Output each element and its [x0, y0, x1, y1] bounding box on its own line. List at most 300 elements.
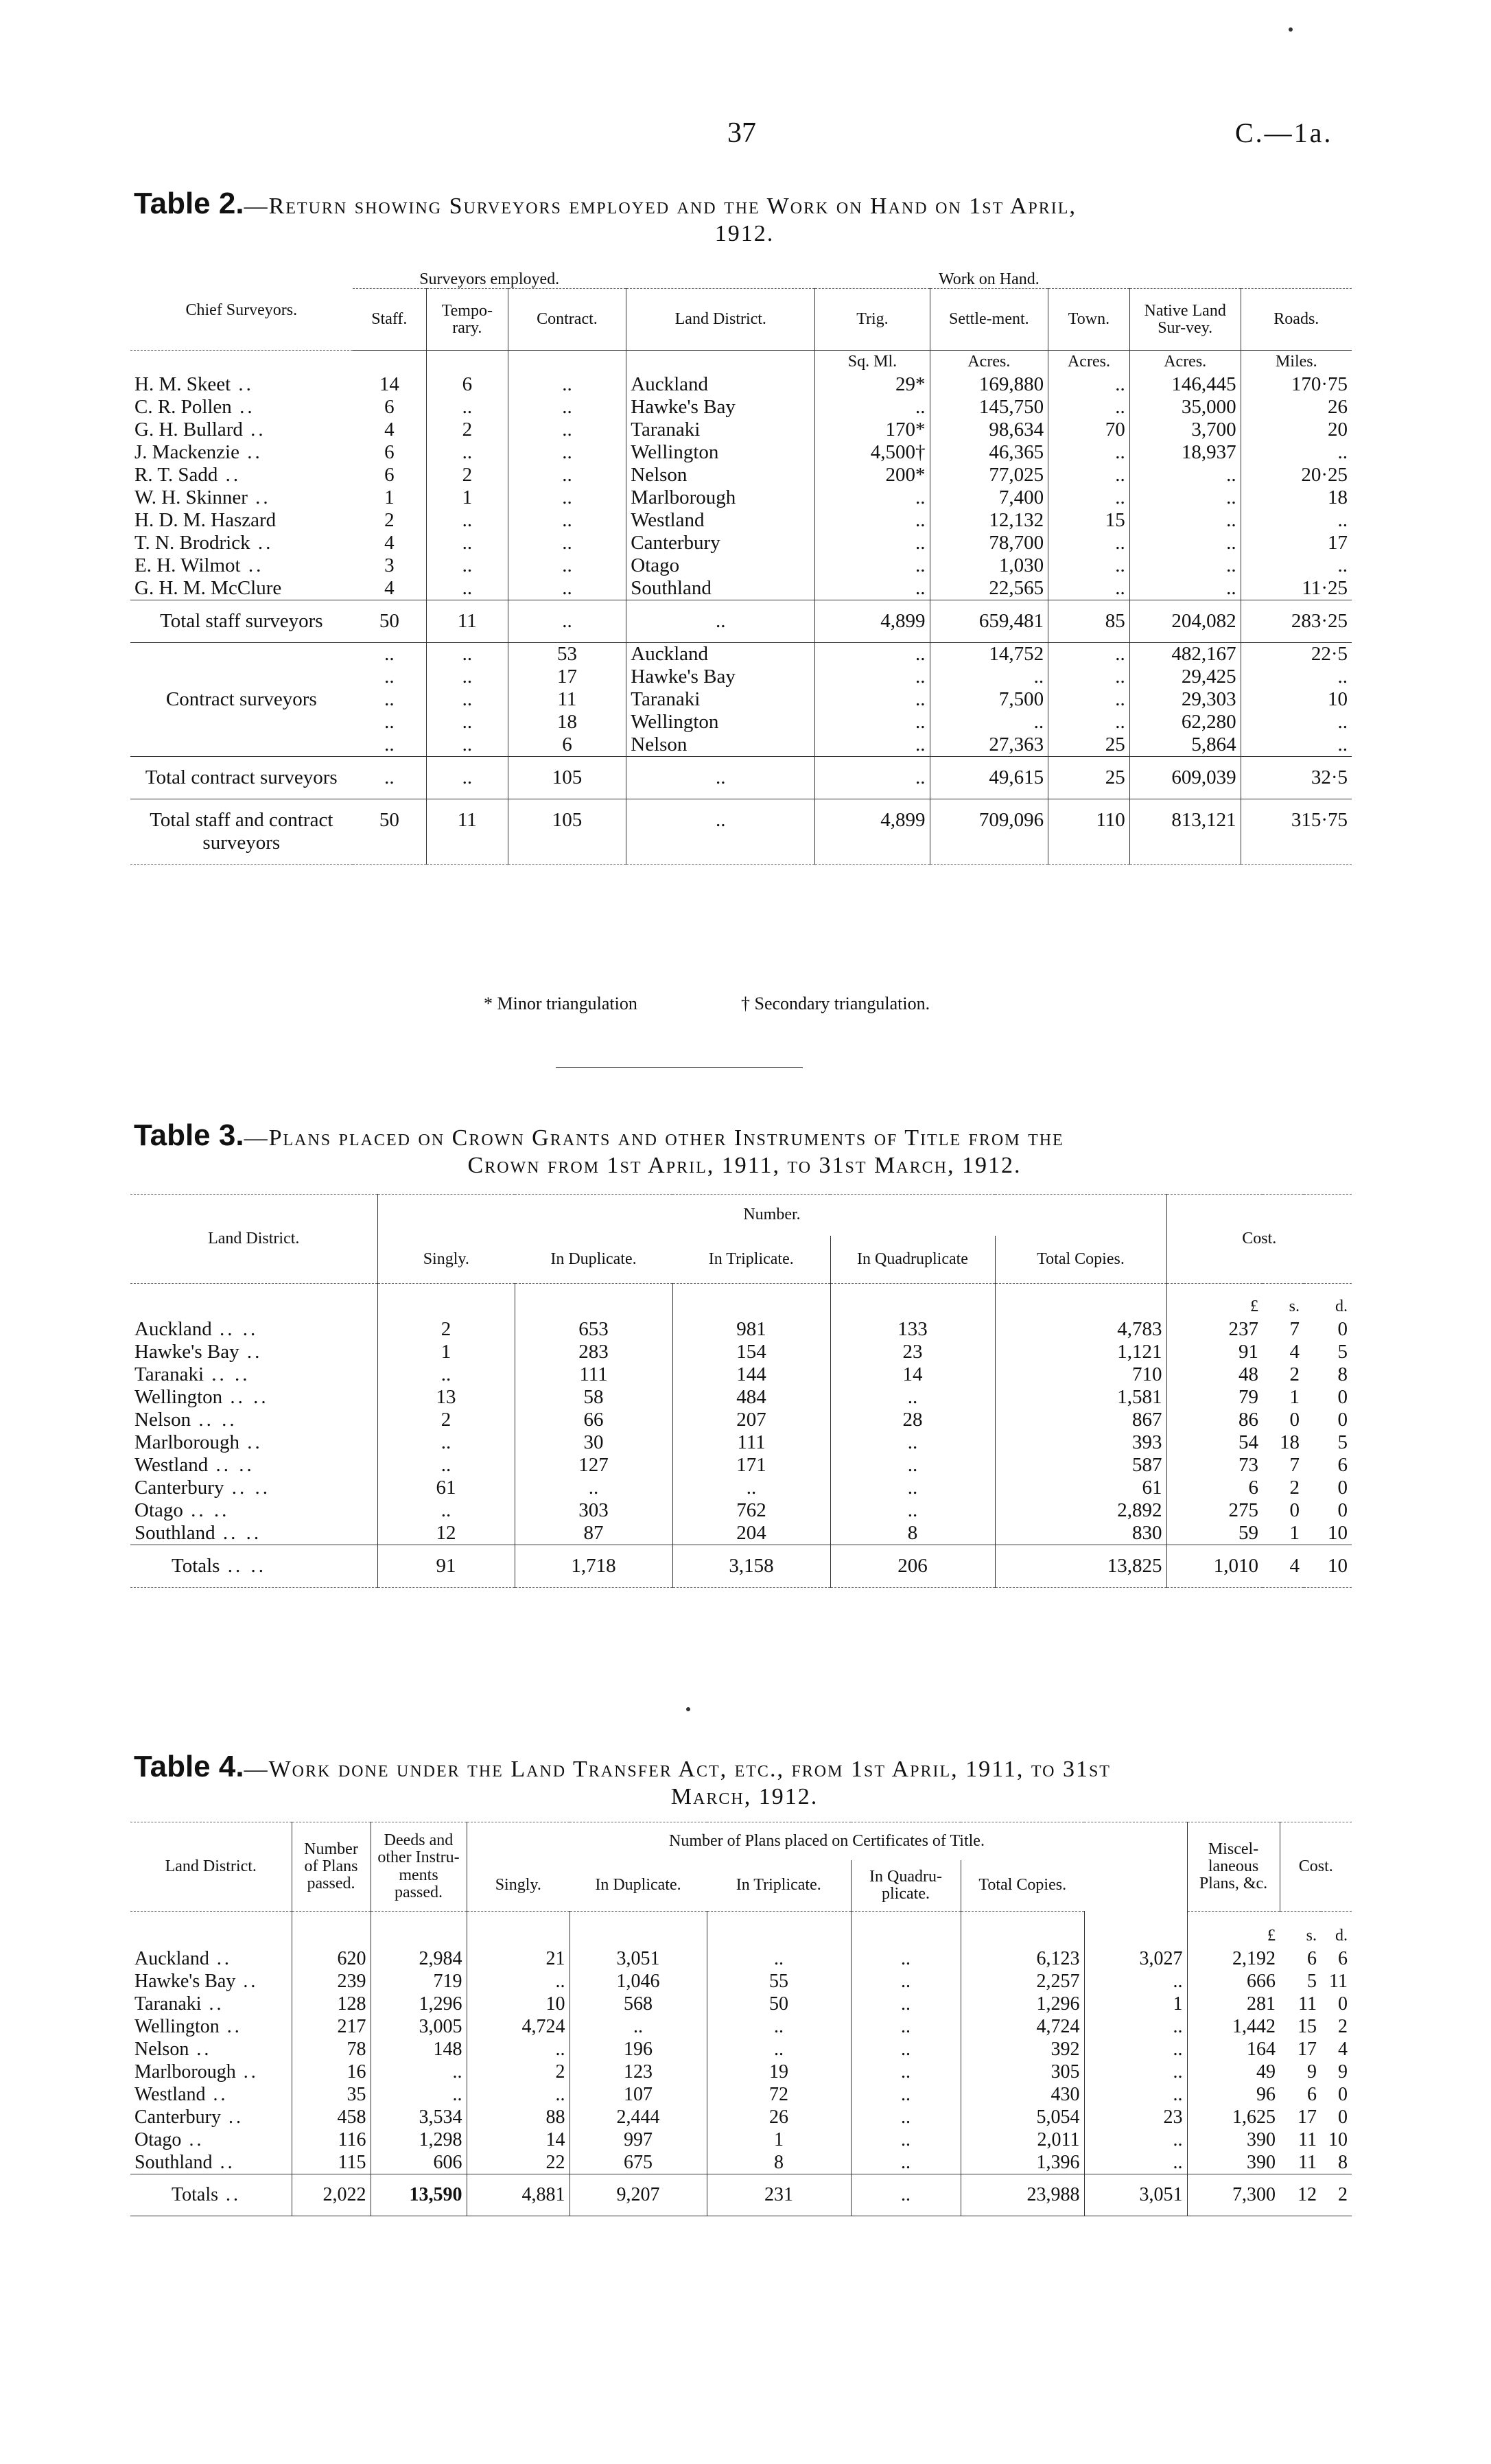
table-row [130, 2083, 1352, 2106]
singly-count: .. [377, 1431, 515, 1454]
t2-ta-town: 110 [1048, 799, 1130, 865]
land-district: Southland [626, 577, 815, 600]
table-row [130, 1454, 1352, 1477]
quadruplicate-count: .. [830, 1477, 995, 1499]
table-row [130, 441, 1352, 464]
surveyor-name: G. H. M. McClure [134, 577, 282, 600]
t2-header-temporary: Tempo-rary. [427, 289, 508, 351]
table-row [130, 373, 1352, 396]
t4-tot-shillings: 12 [1280, 2174, 1321, 2216]
table-row [130, 2015, 1352, 2038]
town-value: .. [1048, 554, 1130, 577]
t2-header-roads: Roads. [1241, 289, 1352, 351]
settlement-value: 22,565 [930, 577, 1048, 600]
t2-tc-staff: .. [353, 757, 427, 799]
land-district: Hawke's Bay [626, 666, 815, 688]
t2-header-work-group: Work on Hand. [626, 271, 1352, 289]
t3-tot-total: 13,825 [995, 1545, 1166, 1587]
t2-ta-district: .. [626, 799, 815, 865]
t2-tc-temp: .. [427, 757, 508, 799]
t2-ta-trig: 4,899 [815, 799, 930, 865]
cost-shillings: 11 [1298, 1993, 1317, 2015]
total-copies: 1,296 [961, 1993, 1084, 2015]
t2-unit-settle: Acres. [930, 351, 1048, 374]
t4-header-quad: In Quadru-plicate. [851, 1860, 961, 1912]
duplicate-count: 675 [570, 2151, 707, 2174]
quadruplicate-count: 8 [830, 1522, 995, 1545]
roads-value: .. [1337, 734, 1348, 756]
cost-shillings: 0 [1289, 1499, 1300, 1521]
cost-shillings: 2 [1289, 1363, 1300, 1385]
quadruplicate-count: .. [851, 2128, 961, 2151]
staff-count: 6 [353, 441, 427, 464]
triplicate-count: 1 [707, 2128, 851, 2151]
table-row [130, 643, 1352, 666]
cost-pence: 0 [1337, 1476, 1348, 1499]
t4-header-trip: In Triplicate. [707, 1860, 851, 1912]
roads-value: 26 [1328, 396, 1348, 419]
native-value: 482,167 [1129, 643, 1241, 666]
town-value: .. [1048, 486, 1130, 509]
native-value: 62,280 [1129, 711, 1241, 734]
triplicate-count: 207 [672, 1409, 830, 1431]
quadruplicate-count: .. [851, 1947, 961, 1970]
cost-pounds: 49 [1256, 2061, 1276, 2082]
contract-count: 17 [508, 666, 626, 688]
triplicate-count: 981 [672, 1318, 830, 1341]
surveyor-name: H. D. M. Haszard [134, 509, 277, 532]
cost-pence: 8 [1337, 1363, 1348, 1385]
roads-value: 18 [1328, 486, 1348, 509]
deeds-passed: 1,296 [371, 1993, 467, 2015]
roads-value: .. [1337, 711, 1348, 734]
t4-header-plans: Number of Plans passed. [292, 1822, 371, 1912]
land-district: Taranaki [626, 688, 815, 711]
contract-count: 11 [508, 688, 626, 711]
town-value: 25 [1048, 734, 1130, 757]
t3-tot-dup: 1,718 [515, 1545, 672, 1587]
t2-units-row [130, 351, 1352, 374]
total-copies: 830 [995, 1522, 1166, 1545]
triplicate-count: 111 [672, 1431, 830, 1454]
section-divider [556, 1067, 803, 1068]
table-row [130, 577, 1352, 600]
table-row [130, 1947, 1352, 1970]
table2-title [134, 187, 1355, 247]
deeds-passed: .. [371, 2083, 467, 2106]
roads-value: 11·25 [1302, 577, 1348, 600]
duplicate-count: .. [515, 1477, 672, 1499]
quadruplicate-count: .. [851, 1970, 961, 1993]
staff-count: .. [353, 734, 427, 757]
total-copies: 1,581 [995, 1386, 1166, 1409]
cost-pounds: 48 [1238, 1363, 1258, 1385]
surveyor-name: C. R. Pollen .. [134, 396, 255, 419]
land-district: Auckland [626, 643, 815, 666]
t4-tot-plans: 2,022 [292, 2174, 371, 2216]
plans-passed: 458 [292, 2106, 371, 2128]
cost-pounds: 390 [1247, 2151, 1276, 2173]
cost-pence: 0 [1338, 2106, 1348, 2128]
total-copies: 393 [995, 1431, 1166, 1454]
roads-value: .. [1337, 554, 1348, 577]
deeds-passed: 3,534 [371, 2106, 467, 2128]
cost-pounds: 79 [1238, 1385, 1258, 1408]
table-row [130, 1363, 1352, 1386]
cost-shillings: 11 [1298, 2128, 1317, 2150]
miscellaneous-plans: .. [1084, 2015, 1187, 2038]
triplicate-count: .. [707, 2015, 851, 2038]
table-row [130, 2061, 1352, 2083]
table-row [130, 1318, 1352, 1341]
roads-value: 20·25 [1301, 464, 1348, 486]
t3-header-cost: Cost. [1166, 1195, 1352, 1284]
table-row [130, 2151, 1352, 2174]
duplicate-count: 107 [570, 2083, 707, 2106]
t4-header-cost: Cost. [1280, 1822, 1352, 1912]
table-row [130, 1341, 1352, 1363]
t2-unit-trig: Sq. Ml. [815, 351, 930, 374]
table4-label: Table 4. [134, 1750, 244, 1783]
cost-shillings: 6 [1307, 2083, 1317, 2105]
total-copies: 61 [995, 1477, 1166, 1499]
plans-passed: 35 [292, 2083, 371, 2106]
t2-header-town: Town. [1048, 289, 1130, 351]
cost-shillings: 4 [1289, 1340, 1300, 1363]
land-district: Taranaki .. [134, 1993, 224, 2015]
t2-ts-native: 204,082 [1129, 600, 1241, 643]
t2-header-land-district: Land District. [626, 289, 815, 351]
land-district: Auckland [626, 373, 815, 396]
cost-pounds: 59 [1238, 1521, 1258, 1544]
native-value: 146,445 [1129, 373, 1241, 396]
temporary-count: .. [427, 396, 508, 419]
t2-total-all-row [130, 799, 1352, 865]
land-district: Southland .. .. [134, 1521, 262, 1544]
land-district: Wellington [626, 711, 815, 734]
t2-ts-staff: 50 [353, 600, 427, 643]
t2-ta-roads: 315·75 [1241, 799, 1352, 865]
t3-tot-pounds: 1,010 [1166, 1545, 1263, 1587]
t4-tot-singly: 4,881 [467, 2174, 570, 2216]
t3-units-row [130, 1284, 1352, 1318]
cost-pounds: 666 [1247, 1970, 1276, 1992]
quadruplicate-count: .. [851, 1993, 961, 2015]
roads-value: 20 [1328, 419, 1348, 441]
land-district: Wellington [626, 441, 815, 464]
staff-count: .. [353, 688, 427, 711]
triplicate-count: 762 [672, 1499, 830, 1522]
triplicate-count: 19 [707, 2061, 851, 2083]
total-copies: 2,257 [961, 1970, 1084, 1993]
triplicate-count: 50 [707, 1993, 851, 2015]
singly-count: 61 [377, 1477, 515, 1499]
t2-ta-native: 813,121 [1129, 799, 1241, 865]
temporary-count: .. [427, 734, 508, 757]
contract-count: .. [508, 373, 626, 396]
t3-unit-pence: d. [1335, 1297, 1348, 1315]
cost-pounds: 6 [1248, 1476, 1258, 1499]
surveyor-name: E. H. Wilmot .. [134, 554, 264, 577]
miscellaneous-plans: .. [1084, 1970, 1187, 1993]
roads-value: .. [1337, 666, 1348, 688]
t3-tot-pence: 10 [1304, 1545, 1352, 1587]
table2-label: Table 2. [134, 187, 244, 220]
cost-pence: 5 [1337, 1431, 1348, 1453]
t2-header-staff: Staff. [353, 289, 427, 351]
quadruplicate-count: .. [830, 1454, 995, 1477]
temporary-count: .. [427, 441, 508, 464]
settlement-value: 46,365 [930, 441, 1048, 464]
temporary-count: .. [427, 509, 508, 532]
total-copies: 4,724 [961, 2015, 1084, 2038]
t4-unit-shillings: s. [1306, 1926, 1317, 1945]
contract-count: .. [508, 464, 626, 486]
cost-shillings: 15 [1298, 2015, 1317, 2037]
trig-value: 200* [815, 464, 930, 486]
cost-shillings: 9 [1307, 2061, 1317, 2082]
temporary-count: .. [427, 532, 508, 554]
land-district: Nelson [626, 734, 815, 757]
settlement-value: 14,752 [930, 643, 1048, 666]
duplicate-count: 1,046 [570, 1970, 707, 1993]
triplicate-count: 204 [672, 1522, 830, 1545]
staff-count: 6 [353, 464, 427, 486]
cost-pounds: 390 [1247, 2128, 1276, 2150]
native-value: .. [1129, 464, 1241, 486]
miscellaneous-plans: .. [1084, 2083, 1187, 2106]
table-row [130, 486, 1352, 509]
table-row [130, 1409, 1352, 1431]
cost-pence: 0 [1338, 2083, 1348, 2105]
miscellaneous-plans: .. [1084, 2128, 1187, 2151]
trig-value: .. [815, 688, 930, 711]
town-value: .. [1048, 532, 1130, 554]
contract-count: 53 [508, 643, 626, 666]
total-copies: 2,892 [995, 1499, 1166, 1522]
t3-header-land: Land District. [130, 1195, 377, 1284]
miscellaneous-plans: 3,027 [1084, 1947, 1187, 1970]
t2-total-staff-label: Total staff surveyors [130, 600, 353, 643]
surveyor-name: H. M. Skeet .. [134, 373, 254, 396]
cost-shillings: 5 [1307, 1970, 1317, 1992]
duplicate-count: 568 [570, 1993, 707, 2015]
cost-pence: 6 [1338, 1947, 1348, 1969]
table2 [130, 271, 1352, 865]
settlement-value: 1,030 [930, 554, 1048, 577]
land-district: Hawke's Bay [626, 396, 815, 419]
t3-unit-pounds: £ [1250, 1297, 1258, 1315]
land-district: Nelson .. .. [134, 1408, 237, 1431]
t3-tot-singly: 91 [377, 1545, 515, 1587]
t2-header-settlement: Settle-ment. [930, 289, 1048, 351]
land-district: Hawke's Bay .. [134, 1340, 263, 1363]
roads-value: 22·5 [1241, 643, 1352, 666]
t2-unit-native: Acres. [1129, 351, 1241, 374]
plans-passed: 620 [292, 1947, 371, 1970]
total-copies: 710 [995, 1363, 1166, 1386]
t2-tc-trig: .. [815, 757, 930, 799]
cost-pounds: 54 [1238, 1431, 1258, 1453]
t3-header-trip: In Triplicate. [672, 1236, 830, 1284]
land-district: Canterbury .. .. [134, 1476, 270, 1499]
page-speck [686, 1707, 690, 1711]
t3-totals-row [130, 1545, 1352, 1587]
town-value: 70 [1048, 419, 1130, 441]
quadruplicate-count: .. [851, 2061, 961, 2083]
roads-value: 170·75 [1291, 373, 1348, 396]
singly-count: .. [467, 2038, 570, 2061]
t2-header-surveyors-group: Surveyors employed. [353, 271, 626, 289]
temporary-count: .. [427, 554, 508, 577]
miscellaneous-plans: 1 [1084, 1993, 1187, 2015]
cost-pounds: 86 [1238, 1408, 1258, 1431]
town-value: .. [1048, 441, 1130, 464]
singly-count: 1 [377, 1341, 515, 1363]
cost-pence: 10 [1328, 1521, 1348, 1544]
t2-footnote-minor: * Minor triangulation [484, 994, 637, 1013]
total-copies: 867 [995, 1409, 1166, 1431]
t4-tot-misc: 3,051 [1084, 2174, 1187, 2216]
t4-tot-dup: 9,207 [570, 2174, 707, 2216]
t4-tot-pence: 2 [1321, 2174, 1352, 2216]
cost-pounds: 96 [1256, 2083, 1276, 2105]
table4-title-line1: —Work done under the Land Transfer Act, etc., from 1st April, 1911, to 31st [244, 1757, 1111, 1782]
duplicate-count: 111 [515, 1363, 672, 1386]
t4-unit-pounds: £ [1267, 1926, 1276, 1945]
trig-value: .. [815, 554, 930, 577]
cost-pence: 11 [1329, 1970, 1348, 1992]
trig-value: 170* [815, 419, 930, 441]
trig-value: .. [815, 734, 930, 757]
native-value: .. [1129, 577, 1241, 600]
duplicate-count: 127 [515, 1454, 672, 1477]
town-value: 15 [1048, 509, 1130, 532]
t4-totals-row [130, 2174, 1352, 2216]
t4-totals-label: Totals .. [130, 2174, 292, 2216]
quadruplicate-count: 133 [830, 1318, 995, 1341]
cost-pounds: 1,625 [1232, 2106, 1276, 2128]
table-row [130, 1499, 1352, 1522]
t3-header-singly: Singly. [377, 1236, 515, 1284]
staff-count: .. [353, 711, 427, 734]
roads-value: 10 [1328, 688, 1348, 711]
table-row [130, 509, 1352, 532]
quadruplicate-count: 14 [830, 1363, 995, 1386]
cost-shillings: 11 [1298, 2151, 1317, 2173]
deeds-passed: 719 [371, 1970, 467, 1993]
plans-passed: 16 [292, 2061, 371, 2083]
table-row [130, 1477, 1352, 1499]
total-copies: 5,054 [961, 2106, 1084, 2128]
t2-tc-native: 609,039 [1129, 757, 1241, 799]
deeds-passed: .. [371, 2061, 467, 2083]
temporary-count: 6 [427, 373, 508, 396]
t2-total-all-label: Total staff and contract surveyors [130, 799, 353, 865]
trig-value: .. [815, 486, 930, 509]
t2-unit-town: Acres. [1048, 351, 1130, 374]
roads-value: .. [1337, 441, 1348, 464]
duplicate-count: 87 [515, 1522, 672, 1545]
triplicate-count: 26 [707, 2106, 851, 2128]
total-copies: 587 [995, 1454, 1166, 1477]
cost-shillings: 2 [1289, 1476, 1300, 1499]
staff-count: 4 [353, 419, 427, 441]
native-value: .. [1129, 554, 1241, 577]
temporary-count: 2 [427, 419, 508, 441]
t4-tot-trip: 231 [707, 2174, 851, 2216]
surveyor-name: R. T. Sadd .. [134, 464, 242, 486]
triplicate-count: 144 [672, 1363, 830, 1386]
roads-value: 17 [1328, 532, 1348, 554]
duplicate-count: .. [570, 2015, 707, 2038]
quadruplicate-count: 28 [830, 1409, 995, 1431]
document-reference: C.—1a. [1235, 117, 1333, 148]
t4-header-land: Land District. [130, 1822, 292, 1912]
trig-value: .. [815, 509, 930, 532]
table-row [130, 1431, 1352, 1454]
triplicate-count: .. [672, 1477, 830, 1499]
singly-count: 4,724 [467, 2015, 570, 2038]
t4-tot-total: 23,988 [961, 2174, 1084, 2216]
native-value: 29,303 [1129, 688, 1241, 711]
t2-ta-contract: 105 [508, 799, 626, 865]
table-row [130, 419, 1352, 441]
native-value: .. [1129, 486, 1241, 509]
t2-header-contract: Contract. [508, 289, 626, 351]
singly-count: .. [377, 1499, 515, 1522]
town-value: .. [1048, 643, 1130, 666]
staff-count: 6 [353, 396, 427, 419]
table-row [130, 396, 1352, 419]
cost-pence: 5 [1337, 1340, 1348, 1363]
total-copies: 2,011 [961, 2128, 1084, 2151]
table-row [130, 1970, 1352, 1993]
cost-pounds: 275 [1228, 1499, 1258, 1521]
trig-value: .. [815, 711, 930, 734]
t2-tc-settle: 49,615 [930, 757, 1048, 799]
land-district: Nelson [626, 464, 815, 486]
table3-title-line1: —Plans placed on Crown Grants and other Instruments of Title from the [244, 1125, 1064, 1151]
cost-pounds: 164 [1247, 2038, 1276, 2060]
quadruplicate-count: .. [830, 1499, 995, 1522]
miscellaneous-plans: .. [1084, 2061, 1187, 2083]
surveyor-name: J. Mackenzie .. [134, 441, 263, 464]
town-value: .. [1048, 577, 1130, 600]
contract-count: 6 [508, 734, 626, 757]
triplicate-count: .. [707, 1947, 851, 1970]
table-row [130, 1386, 1352, 1409]
temporary-count: .. [427, 577, 508, 600]
t2-ta-staff: 50 [353, 799, 427, 865]
cost-pence: 0 [1337, 1317, 1348, 1340]
town-value: .. [1048, 373, 1130, 396]
settlement-value: 78,700 [930, 532, 1048, 554]
land-district: Otago .. [134, 2128, 204, 2150]
native-value: 3,700 [1129, 419, 1241, 441]
plans-passed: 78 [292, 2038, 371, 2061]
singly-count: 88 [467, 2106, 570, 2128]
cost-shillings: 1 [1289, 1385, 1300, 1408]
t4-tot-pounds: 7,300 [1187, 2174, 1280, 2216]
duplicate-count: 196 [570, 2038, 707, 2061]
cost-shillings: 1 [1289, 1521, 1300, 1544]
native-value: .. [1129, 532, 1241, 554]
settlement-value: 77,025 [930, 464, 1048, 486]
t4-header-deeds: Deeds and other Instru-ments passed. [371, 1822, 467, 1912]
temporary-count: .. [427, 711, 508, 734]
contract-count: .. [508, 509, 626, 532]
